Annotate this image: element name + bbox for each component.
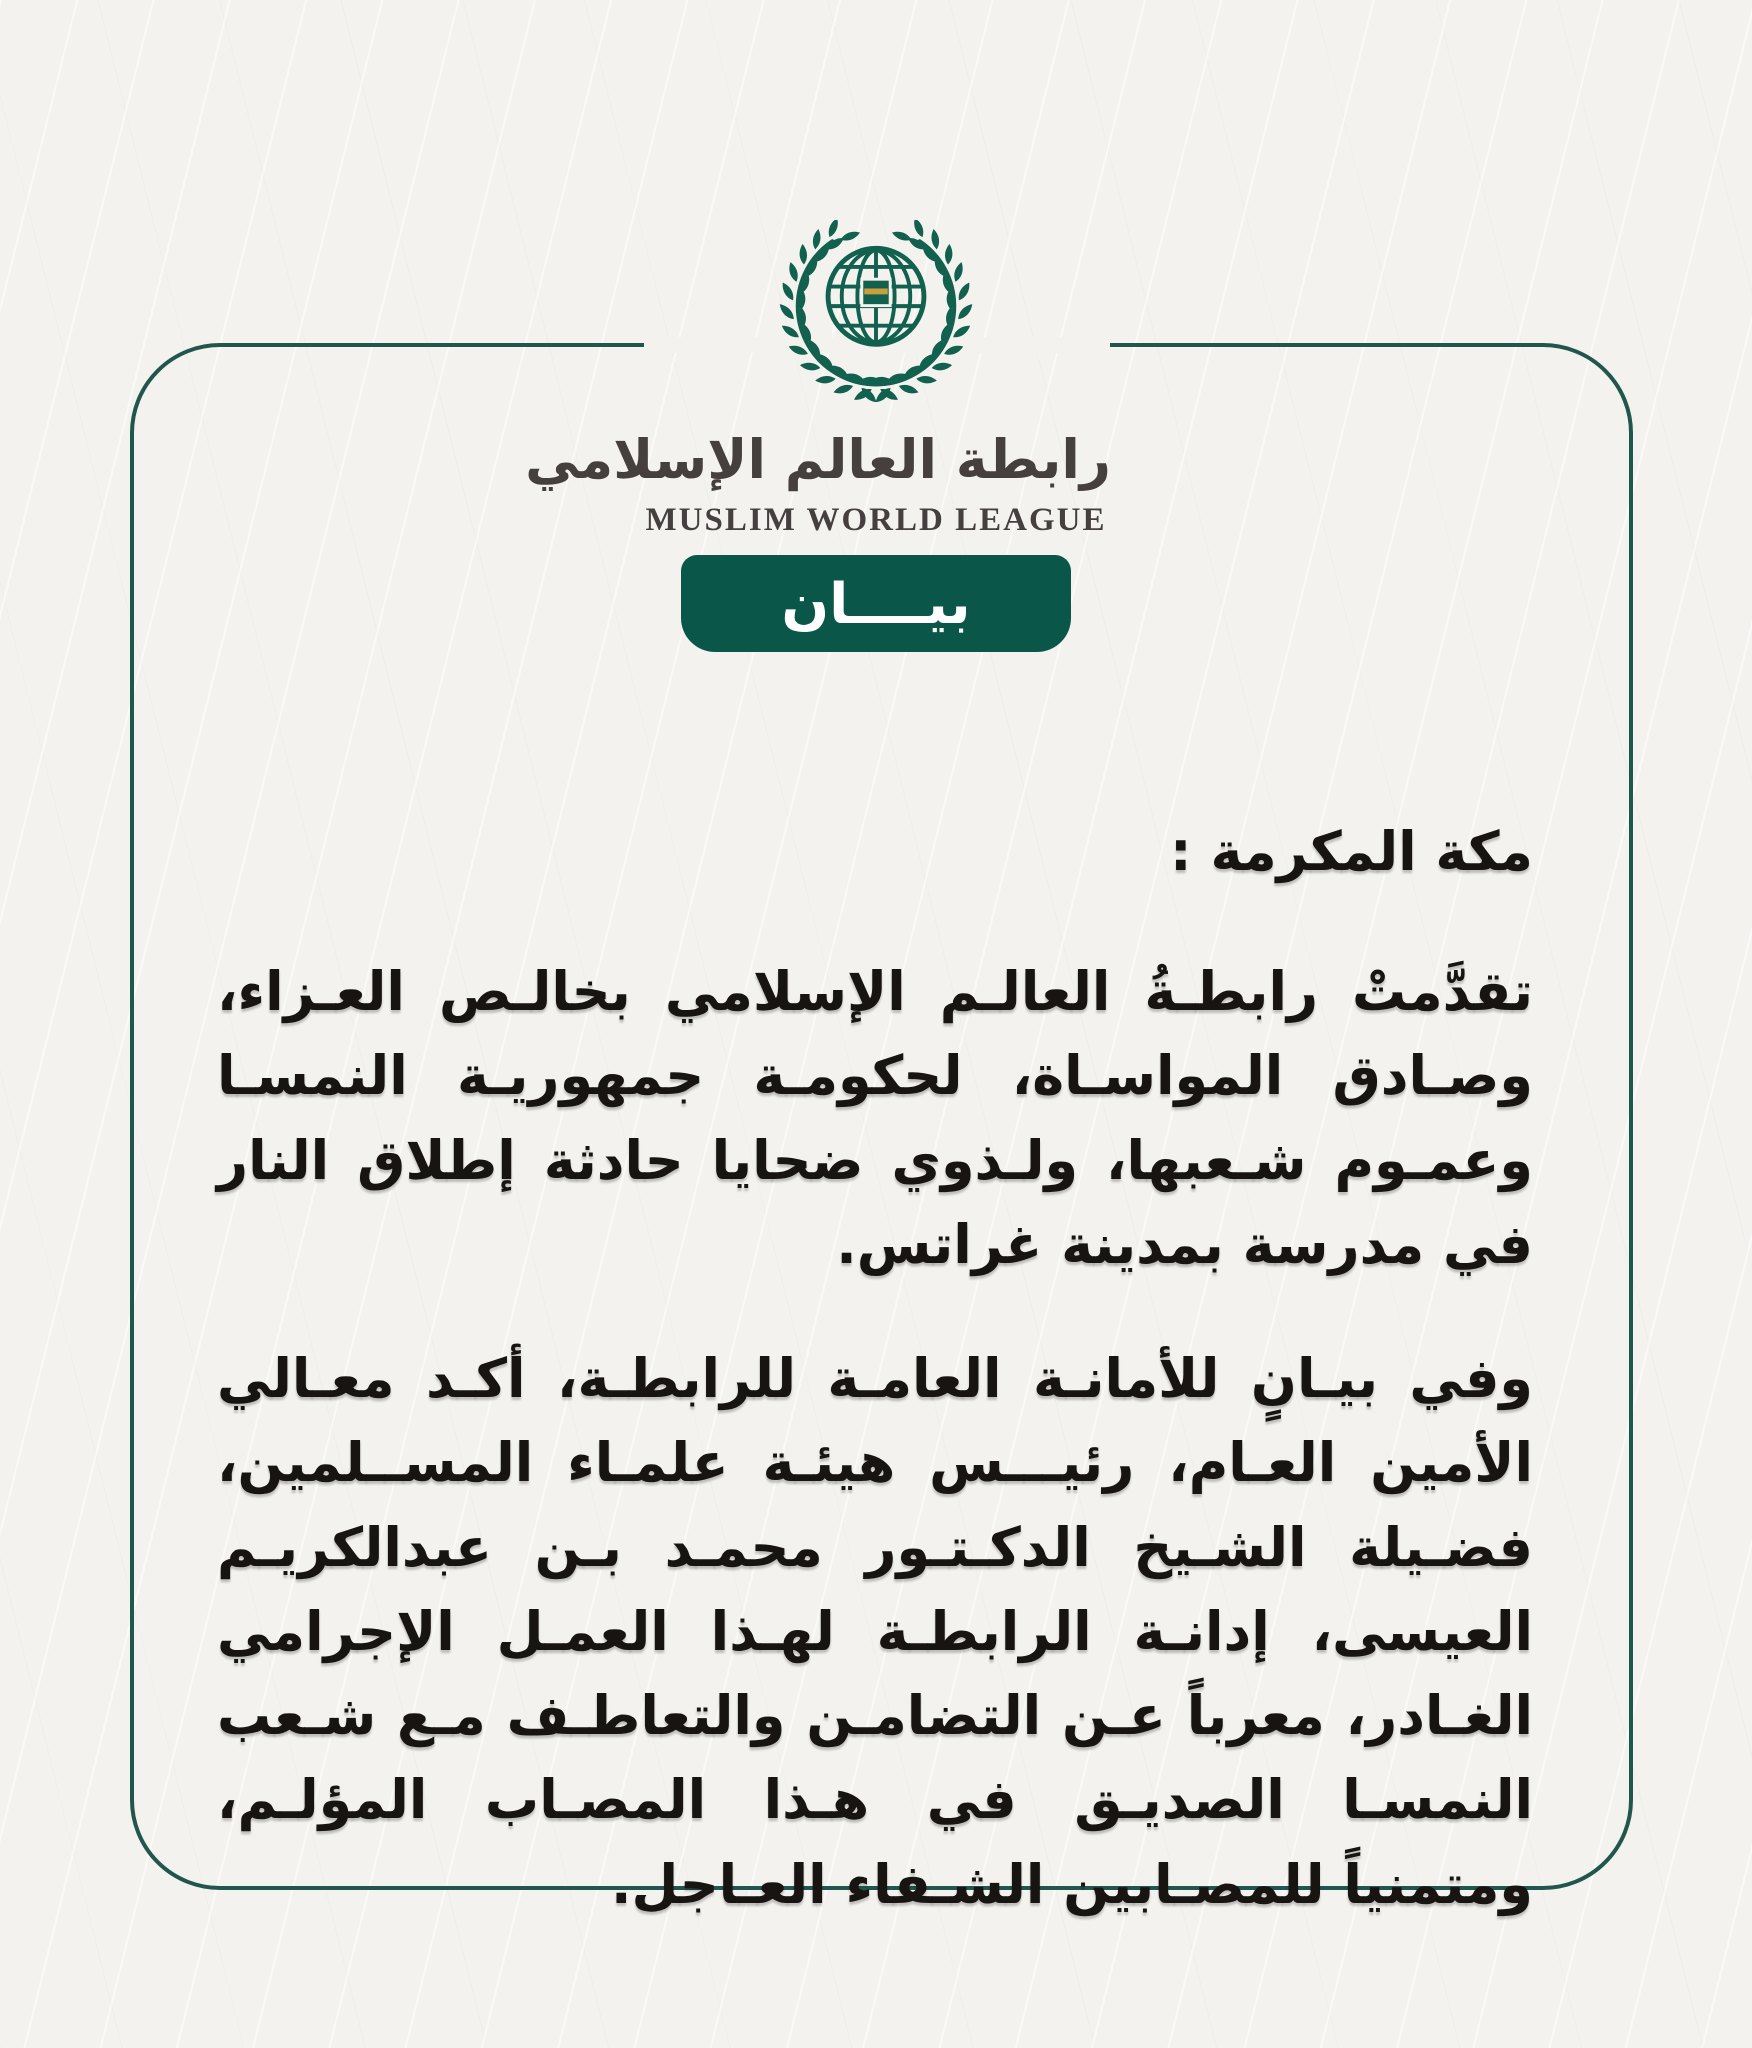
statement-banner [681, 555, 1071, 652]
org-name-english: MUSLIM WORLD LEAGUE [645, 501, 1107, 538]
muslim-world-league-emblem-icon [778, 220, 974, 402]
dateline: مكة المكرمة : [1170, 820, 1533, 883]
org-name-calligraphy: رابطة العالم الإسلامي [525, 428, 1111, 491]
kaaba-icon [860, 278, 891, 307]
statement-paragraph-1: تقدَّمتْ رابطـةُ العالـم الإسلامي بخالـص العـزاء، وصـادق المواسـاة، لحكومـة جمهوريـة النمسـا وعمـوم شـعبها، ولـذوي ضحايا حادثة إطلاق النار في مدرسة بمدينة غراتس. [217, 960, 1533, 1276]
header-block [525, 220, 1111, 652]
statement-paragraph-2: وفي بيـانٍ للأمانـة العامـة للرابطـة، أكـد معـالي الأمين العـام، رئيـــس هيئـة علمـاء المســلمين، فضـيلة الشـيخ الدكـتـور محمـد بـن عبدالكريـم العيسى، إدانـة الرابطـة لهـذا العمـل الإجرامي الغـادر، معرباً عـن التضامـن والتعاطـف مـع شـعب النمسـا الصديـق في هـذا المصـاب المؤلـم، ومتمنياً للمصـابين الشـفاء العـاجل. [217, 1347, 1533, 1916]
statement-body [217, 810, 1533, 1927]
statement-banner-label: بيــــان [781, 571, 971, 637]
